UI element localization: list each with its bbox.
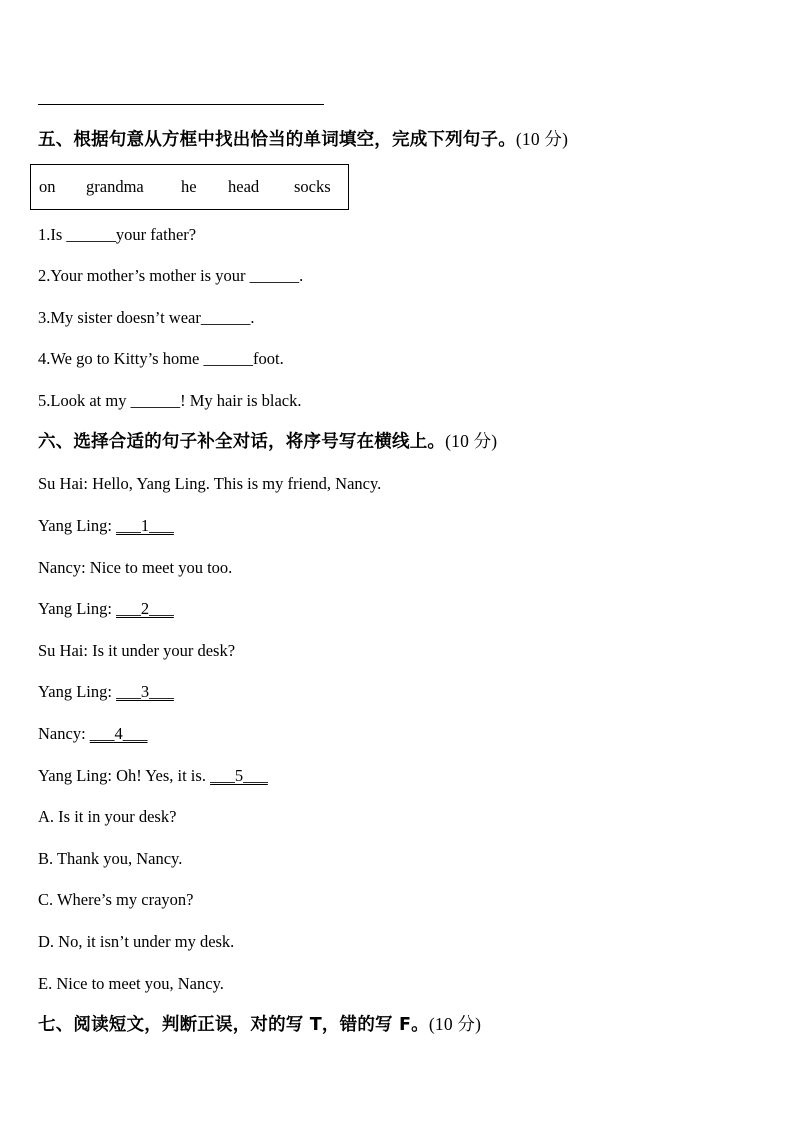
- option-a: A. Is it in your desk?: [38, 807, 177, 826]
- answer-blank-5: ___5___: [210, 766, 268, 785]
- section6-heading: [38, 430, 497, 453]
- option-b: B. Thank you, Nancy.: [38, 849, 183, 868]
- answer-blank-4: ___4___: [89, 724, 148, 743]
- section5-title: 五、根据句意从方框中找出恰当的单词填空，完成下列句子。: [38, 130, 516, 150]
- word-box-item: on: [39, 177, 56, 196]
- word-box-item: grandma: [86, 177, 144, 196]
- answer-blank-2: ___2___: [116, 599, 174, 618]
- word-box-item: socks: [294, 177, 331, 196]
- option-e: E. Nice to meet you, Nancy.: [38, 974, 224, 993]
- dialogue-line: Yang Ling: ___1___: [38, 516, 174, 535]
- section6-title: 六、选择合适的句子补全对话，将序号写在横线上。: [38, 432, 446, 452]
- dialogue-line: Su Hai: Is it under your desk?: [38, 641, 236, 660]
- fill-blank-item-3: 3.My sister doesn’t wear______.: [38, 308, 255, 327]
- dialogue-line: Su Hai: Hello, Yang Ling. This is my friend, Nancy.: [38, 474, 382, 493]
- word-box-item: he: [181, 177, 197, 196]
- section7-heading: [38, 1013, 481, 1036]
- answer-line: [38, 104, 324, 105]
- fill-blank-item-1: 1.Is ______your father?: [38, 225, 197, 244]
- word-box-item: head: [228, 177, 260, 196]
- fill-blank-item-4: 4.We go to Kitty’s home ______foot.: [38, 349, 284, 368]
- fill-blank-item-5: 5.Look at my ______! My hair is black.: [38, 391, 302, 410]
- section7-title: 七、阅读短文，判断正误，对的写 T，错的写 F。: [38, 1015, 429, 1035]
- word-box: [30, 164, 349, 210]
- dialogue-line: Yang Ling: ___3___: [38, 682, 174, 701]
- option-c: C. Where’s my crayon?: [38, 890, 194, 909]
- dialogue-line: Nancy: ___4___: [38, 724, 148, 743]
- dialogue-line: Yang Ling: ___2___: [38, 599, 174, 618]
- section5-score: (10 分): [515, 129, 569, 149]
- dialogue-line: Nancy: Nice to meet you too.: [38, 558, 233, 577]
- option-d: D. No, it isn’t under my desk.: [38, 932, 235, 951]
- section5-heading: [38, 128, 568, 151]
- answer-blank-3: ___3___: [116, 682, 174, 701]
- answer-blank-1: ___1___: [116, 516, 174, 535]
- section6-score: (10 分): [445, 431, 498, 451]
- dialogue-line: Yang Ling: Oh! Yes, it is. ___5___: [38, 766, 268, 785]
- section7-score: (10 分): [428, 1014, 482, 1034]
- fill-blank-item-2: 2.Your mother’s mother is your ______.: [38, 266, 304, 285]
